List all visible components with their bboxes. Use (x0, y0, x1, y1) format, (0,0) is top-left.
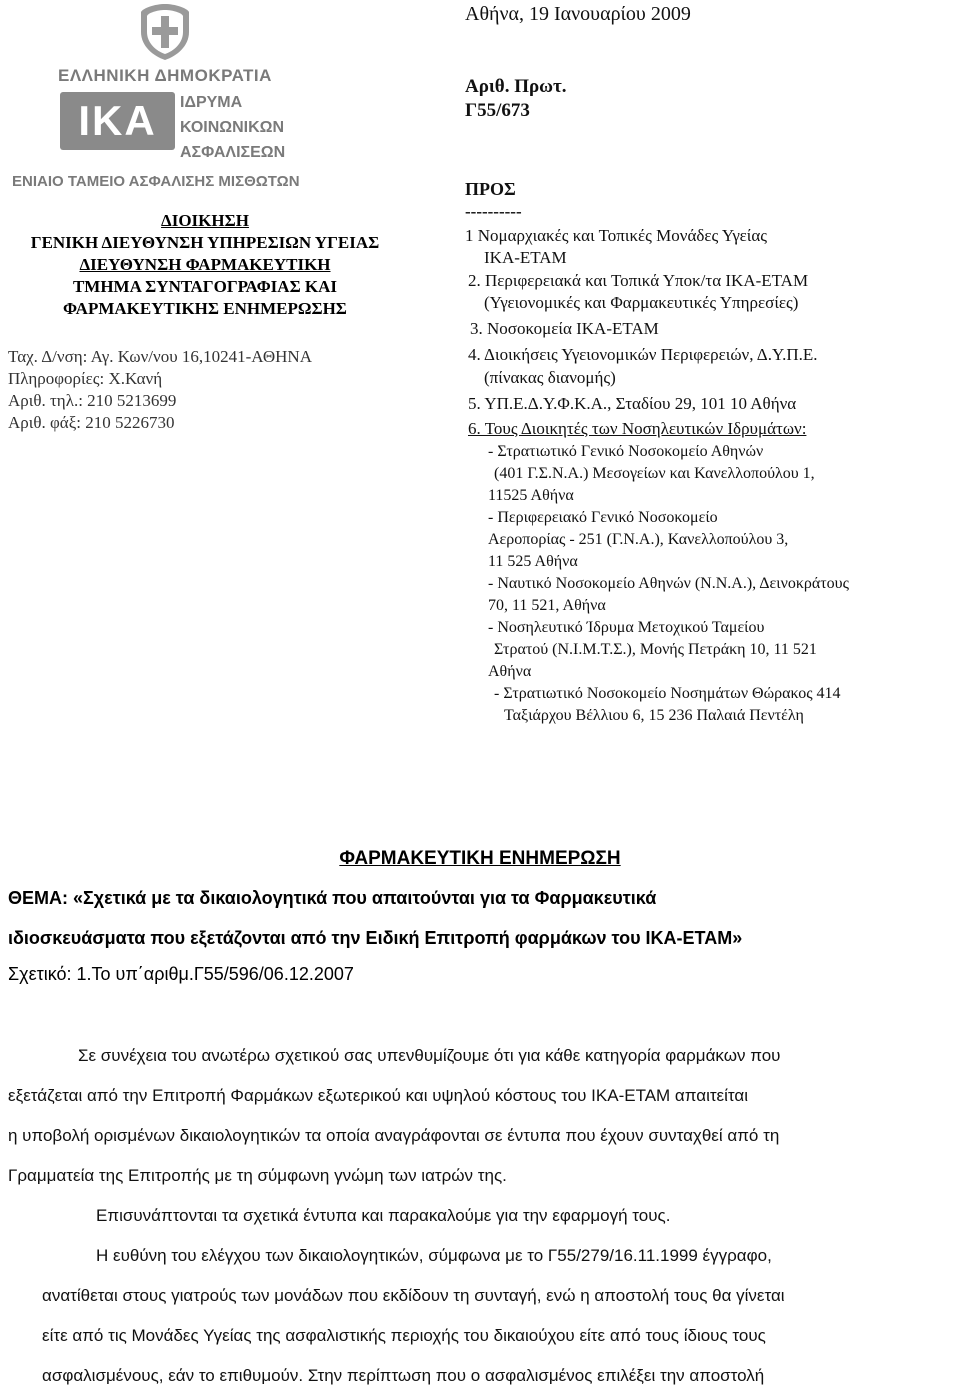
paragraph-1 (8, 1036, 958, 1196)
recipient-line: - Στρατιωτικό Νοσοκομείο Νοσημάτων Θώρακος 414 (494, 685, 841, 702)
logo-line-republic: ΕΛΛΗΝΙΚΗ ΔΗΜΟΚΡΑΤΙΑ (58, 66, 272, 85)
logo-line-idryma: ΙΔΡΥΜΑ (180, 94, 243, 111)
logo-line-asfaliseon: ΑΣΦΑΛΙΣΕΩΝ (180, 144, 286, 161)
recipient-line: 4. Διοικήσεις Υγειονομικών Περιφερειών, Δ.Υ.Π.Ε. (468, 345, 818, 364)
recipient-line: (Υγειονομικές και Φαρμακευτικές Υπηρεσίες) (484, 293, 799, 312)
department-line: ΦΑΡΜΑΚΕΥΤΙΚΗΣ ΕΝΗΜΕΡΩΣΗΣ (63, 299, 347, 318)
paragraph-line: εξετάζεται από την Επιτροπή Φαρμάκων εξωτερικού και υψηλού κόστους του ΙΚΑ-ΕΤΑΜ απαιτείται (8, 1086, 748, 1105)
protocol-number: Γ55/673 (465, 100, 530, 121)
department-block (0, 210, 410, 320)
greek-coat-of-arms-icon (135, 2, 195, 62)
recipient-line: - Ναυτικό Νοσοκομείο Αθηνών (Ν.Ν.Α.), Δεινοκράτους (488, 575, 849, 592)
paragraph-line: η υποβολή ορισμένων δικαιολογητικών τα οποία αναγράφονται σε έντυπα που έχουν συνταχθεί από τη (8, 1126, 780, 1145)
recipient-line: 5. ΥΠ.Ε.Δ.Υ.Φ.Κ.Α., Σταδίου 29, 101 10 Αθήνα (468, 394, 797, 413)
contact-address: Ταχ. Δ/νση: Αγ. Κων/νου 16,10241-ΑΘΗΝΑ (8, 347, 312, 366)
subject-line: ΘΕΜΑ: «Σχετικά με τα δικαιολογητικά που απαιτούνται για τα Φαρμακευτικά (8, 888, 657, 908)
recipient-line: (401 Γ.Σ.Ν.Α.) Μεσογείων και Κανελλοπούλου 1, (494, 465, 815, 482)
recipient-line: 6. Τους Διοικητές των Νοσηλευτικών Ιδρυμάτων: (468, 419, 807, 438)
paragraph-line: ασφαλισμένους, εάν το επιθυμούν. Στην περίπτωση που ο ασφαλισμένος επιλέξει την αποστολή (42, 1366, 765, 1385)
document-title: ΦΑΡΜΑΚΕΥΤΙΚΗ ΕΝΗΜΕΡΩΣΗ (339, 848, 621, 869)
protocol-label: Αριθ. Πρωτ. (465, 76, 567, 97)
recipient-line: 2. Περιφερειακά και Τοπικά Υποκ/τα ΙΚΑ-ΕΤΑΜ (468, 271, 809, 290)
logo-line-koinonikon: ΚΟΙΝΩΝΙΚΩΝ (180, 119, 285, 136)
recipient-line: 11525 Αθήνα (488, 487, 574, 504)
department-line: ΓΕΝΙΚΗ ΔΙΕΥΘΥΝΣΗ ΥΠΗΡΕΣΙΩΝ ΥΓΕΙΑΣ (30, 233, 380, 252)
paragraph-line: Σε συνέχεια του ανωτέρω σχετικού σας υπενθυμίζουμε ότι για κάθε κατηγορία φαρμάκων που (78, 1046, 781, 1065)
paragraph-line: Γραμματεία της Επιτροπής με τη σύμφωνη γνώμη των ιατρών της. (8, 1166, 507, 1185)
recipients-divider: ---------- (465, 202, 522, 221)
department-line: ΔΙΟΙΚΗΣΗ (161, 211, 249, 230)
department-line: ΔΙΕΥΘΥΝΣΗ ΦΑΡΜΑΚΕΥΤΙΚΗ (79, 255, 331, 274)
contact-block (8, 346, 312, 434)
paragraph-line: είτε από τις Μονάδες Υγείας της ασφαλιστικής περιοχής του δικαιούχου είτε από τους ίδιους τους (42, 1326, 766, 1345)
ika-mark-text: ΙΚΑ (78, 97, 157, 144)
recipients-heading: ΠΡΟΣ (465, 179, 516, 199)
paragraph-line: Η ευθύνη του ελέγχου των δικαιολογητικών, σύμφωνα με το Γ55/279/16.11.1999 έγγραφο, (96, 1246, 772, 1265)
ika-mark (60, 92, 175, 150)
recipient-line: Αθήνα (488, 663, 532, 680)
recipient-line: 11 525 Αθήνα (488, 553, 578, 570)
paragraph-line: ανατίθεται στους γιατρούς των μονάδων που εκδίδουν τη συνταγή, ενώ η αποστολή τους θα γίνεται (42, 1286, 785, 1305)
paragraph-2 (8, 1196, 958, 1236)
logo-line-fund: ΕΝΙΑΙΟ ΤΑΜΕΙΟ ΑΣΦΑΛΙΣΗΣ ΜΙΣΘΩΤΩΝ (12, 173, 300, 190)
recipient-line: - Περιφερειακό Γενικό Νοσοκομείο (488, 509, 718, 526)
paragraph-line: Επισυνάπτονται τα σχετικά έντυπα και παρακαλούμε για την εφαρμογή τους. (96, 1206, 671, 1225)
subject-line: ιδιοσκευάσματα που εξετάζονται από την Ειδική Επιτροπή φαρμάκων του ΙΚΑ-ΕΤΑΜ» (8, 928, 743, 948)
contact-info: Πληροφορίες: Χ.Κανή (8, 369, 163, 388)
department-line: ΤΜΗΜΑ ΣΥΝΤΑΓΟΓΡΑΦΙΑΣ ΚΑΙ (72, 277, 338, 296)
reference-line: Σχετικό: 1.Το υπ΄αριθμ.Γ55/596/06.12.2007 (8, 964, 354, 984)
recipient-line: - Στρατιωτικό Γενικό Νοσοκομείο Αθηνών (488, 443, 764, 460)
ika-logo (10, 0, 360, 195)
document-date: Αθήνα, 19 Ιανουαρίου 2009 (465, 3, 691, 25)
recipient-line: Στρατού (Ν.Ι.Μ.Τ.Σ.), Μονής Πετράκη 10, 11 521 (494, 641, 817, 658)
paragraph-3 (8, 1236, 958, 1396)
recipient-line: 1 Νομαρχιακές και Τοπικές Μονάδες Υγείας (465, 226, 767, 245)
recipient-line: 3. Νοσοκομεία ΙΚΑ-ΕΤΑΜ (470, 319, 659, 338)
recipient-line: - Νοσηλευτικό Ίδρυμα Μετοχικού Ταμείου (488, 619, 765, 636)
contact-fax: Αριθ. φάξ: 210 5226730 (8, 413, 175, 432)
recipient-line: (πίνακας διανομής) (484, 368, 616, 387)
recipient-line: 70, 11 521, Αθήνα (488, 597, 606, 614)
recipient-line: ΙΚΑ-ΕΤΑΜ (484, 248, 567, 267)
recipient-line: Αεροπορίας - 251 (Γ.Ν.Α.), Κανελλοπούλου 3, (488, 531, 789, 548)
recipient-line: Ταξιάρχου Βέλλιου 6, 15 236 Παλαιά Πεντέλη (504, 707, 804, 724)
contact-phone: Αριθ. τηλ.: 210 5213699 (8, 391, 177, 410)
